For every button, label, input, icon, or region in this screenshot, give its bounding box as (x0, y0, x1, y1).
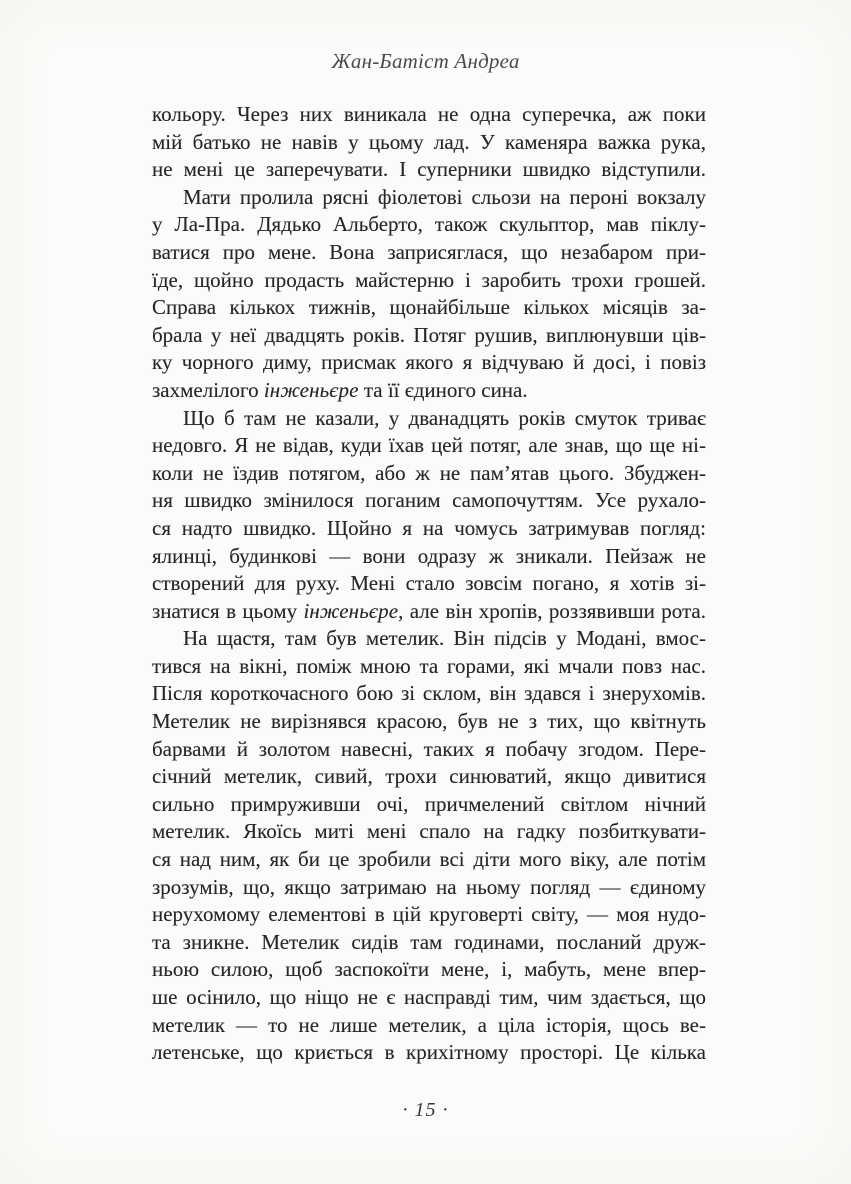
text-line (152, 377, 706, 405)
text-line (152, 322, 706, 350)
text-line (152, 570, 706, 598)
text-line (152, 156, 706, 184)
text-line-content: та зникне. Метелик сидів там годинами, посланий друж- (152, 929, 706, 954)
text-line (152, 211, 706, 239)
text-line-content: знатися в цьому інженьєре, але він хропів, роззявивши рота. (152, 598, 706, 623)
text-line (152, 267, 706, 295)
text-line-content: ку чорного диму, присмак якого я відчуваю й досі, і повіз (152, 350, 706, 375)
text-block (152, 101, 706, 1067)
text-line-content: Справа кількох тижнів, щонайбільше кількох місяців за- (152, 295, 706, 320)
text-line (152, 625, 706, 653)
text-line-content: ся надто швидко. Щойно я на чомусь затримував погляд: (152, 515, 706, 540)
text-line (152, 929, 706, 957)
running-header: Жан-Батіст Андреа (331, 49, 520, 73)
text-line (152, 818, 706, 846)
italic-term: інженьєре (263, 377, 359, 402)
text-line-content: ялинці, будинкові — вони одразу ж зникали. Пейзаж не (152, 543, 706, 568)
text-line (152, 763, 706, 791)
text-line (152, 432, 706, 460)
text-line (152, 736, 706, 764)
text-line (152, 294, 706, 322)
text-line-content: ня швидко змінилося поганим самопочуттям. Усе рухало- (152, 488, 706, 513)
text-line-content: На щастя, там був метелик. Він підсів у Модані, вмос- (183, 626, 706, 651)
text-line-content: нерухомому елементові в цій круговерті світу, — моя нудо- (152, 902, 706, 927)
paragraph (152, 184, 706, 405)
text-line-content: сильно примруживши очі, причмелений світлом нічний (152, 791, 706, 816)
text-line-content: барвами й золотом навесні, таких я побачу згодом. Пере- (152, 736, 706, 761)
text-line-content: січний метелик, сивий, трохи синюватий, якщо дивитися (152, 764, 706, 789)
text-line (152, 846, 706, 874)
text-line-content: метелик. Якоїсь миті мені спало на гадку позбиткувати- (152, 819, 706, 844)
text-line (152, 515, 706, 543)
text-line-content: Після короткочасного бою зі склом, він здався і знерухомів. (152, 681, 706, 706)
text-line (152, 598, 706, 626)
text-line-content: Мати пролила рясні фіолетові сльози на пероні вокзалу (183, 184, 706, 209)
italic-term: інженьєре (303, 598, 399, 623)
text-line-content: мій батько не навів у цьому лад. У каменяра важка рука, (152, 129, 706, 154)
text-line-content: створений для руху. Мені стало зовсім погано, я хотів зі- (152, 571, 706, 596)
paragraph (152, 625, 706, 1067)
text-line-content: не мені це заперечувати. І суперники швидко відступили. (152, 157, 706, 182)
text-line (152, 901, 706, 929)
text-line (152, 653, 706, 681)
text-line-content: Метелик не вирізнявся красою, був не з тих, що квітнуть (152, 709, 706, 734)
text-line-content: недовго. Я не відав, куди їхав цей потяг, але знав, що ще ні- (152, 433, 706, 458)
text-line (152, 129, 706, 157)
text-line (152, 460, 706, 488)
text-line (152, 956, 706, 984)
text-line (152, 543, 706, 571)
text-line-content: зрозумів, що, якщо затримаю на ньому погляд — єдиному (152, 874, 706, 899)
text-line-content: захмелілого інженьєре та її єдиного сина. (152, 377, 528, 402)
text-line-content: Що б там не казали, у дванадцять років смуток триває (183, 405, 706, 430)
text-line-content: кольору. Через них виникала не одна суперечка, аж поки (152, 102, 706, 126)
text-line-content: метелик — то не лише метелик, а ціла історія, щось ве- (152, 1012, 706, 1037)
text-line-content: у Ла-Пра. Дядько Альберто, також скульптор, мав піклу- (152, 212, 706, 237)
text-line (152, 239, 706, 267)
text-line (152, 708, 706, 736)
paragraph (152, 101, 706, 184)
text-line (152, 101, 706, 129)
text-line (152, 791, 706, 819)
page-number: · 15 · (402, 1099, 449, 1121)
text-line-content: летенське, що криється в крихітному просторі. Це кілька (152, 1040, 706, 1065)
text-line-content: тився на вікні, поміж мною та горами, які мчали повз нас. (152, 653, 706, 678)
text-line (152, 349, 706, 377)
text-line (152, 984, 706, 1012)
text-line (152, 405, 706, 433)
text-line (152, 487, 706, 515)
text-line-content: коли не їздив потягом, або ж не пам’ятав цього. Збуджен- (152, 460, 706, 485)
text-line-content: ватися про мене. Вона заприсяглася, що незабаром при- (152, 239, 706, 264)
text-line (152, 680, 706, 708)
text-line-content: ше осінило, що ніщо не є насправді тим, чим здається, що (152, 985, 706, 1009)
text-line (152, 1039, 706, 1067)
text-line (152, 874, 706, 902)
text-line-content: їде, щойно продасть майстерню і заробить трохи грошей. (152, 267, 706, 292)
text-line (152, 184, 706, 212)
paragraph (152, 405, 706, 626)
text-line (152, 1012, 706, 1040)
text-line-content: ньою силою, щоб заспокоїти мене, і, мабуть, мене впер- (152, 957, 706, 982)
text-line-content: брала у неї двадцять років. Потяг рушив, виплюнувши ців- (152, 322, 706, 347)
text-line-content: ся над ним, як би це зробили всі діти мого віку, але потім (152, 847, 706, 872)
